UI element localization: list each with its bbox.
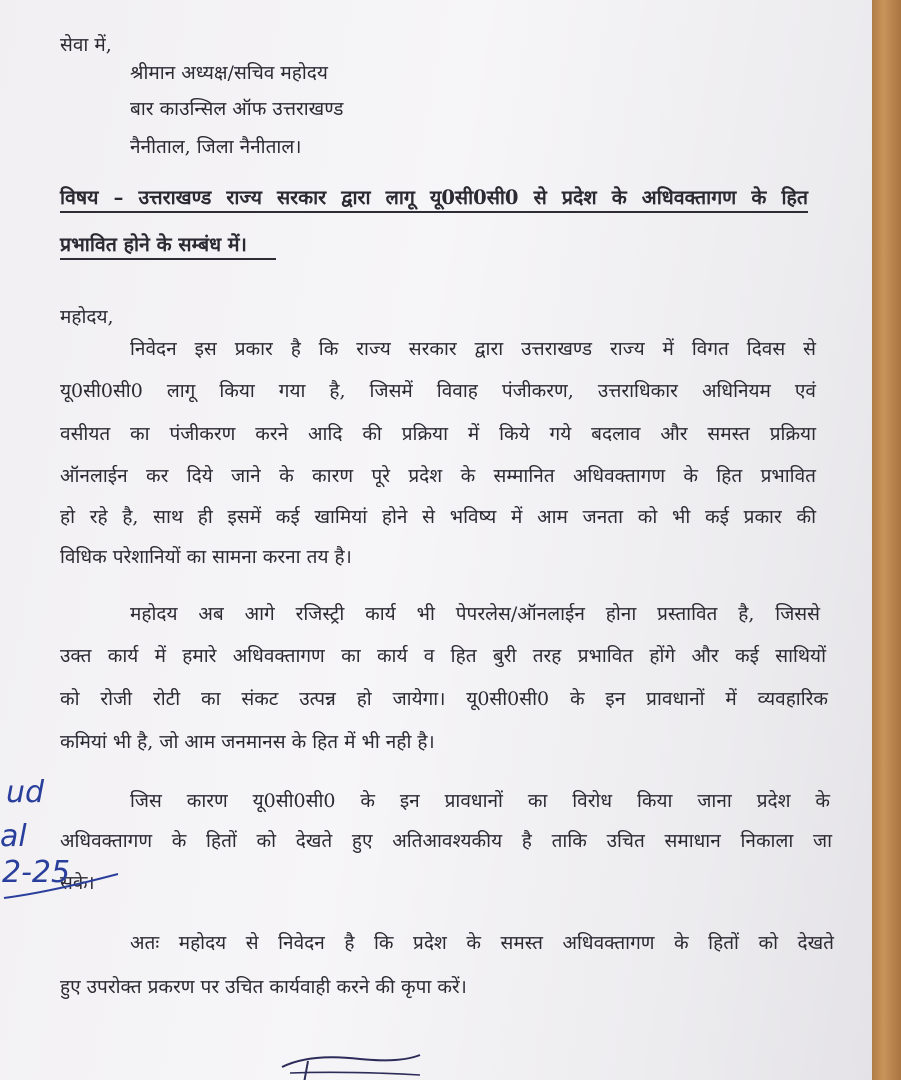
subject-underline	[60, 211, 808, 213]
paragraph-4-line-1: अतः महोदय से निवेदन है कि प्रदेश के समस्त अधिवक्तागण के हितों को देखते	[130, 932, 834, 954]
paragraph-2-line-1: महोदय अब आगे रजिस्ट्री कार्य भी पेपरलेस/ऑनलाईन होना प्रस्तावित है, जिससे	[130, 603, 820, 625]
subject-line-1: विषय – उत्तराखण्ड राज्य सरकार द्वारा लागू यू0सी0सी0 से प्रदेश के अधिवक्तागण के हित	[60, 186, 808, 209]
handwritten-margin-note	[0, 770, 130, 920]
subject-underline	[60, 258, 276, 260]
subject-line-2: प्रभावित होने के सम्बंध में।	[60, 233, 247, 256]
address-line-2: बार काउन्सिल ऑफ उत्तराखण्ड	[130, 98, 344, 120]
signature	[270, 1045, 430, 1080]
paragraph-3-line-3: सके।	[60, 872, 95, 894]
paragraph-2-line-4: कमियां भी है, जो आम जनमानस के हित में भी नही है।	[60, 731, 435, 753]
paragraph-1-line-5: हो रहे है, साथ ही इसमें कई खामियां होने से भविष्य में आम जनता को भी कई प्रकार की	[60, 506, 816, 528]
address-line-1: श्रीमान अध्यक्ष/सचिव महोदय	[130, 62, 328, 84]
paragraph-1-line-2: यू0सी0सी0 लागू किया गया है, जिसमें विवाह पंजीकरण, उत्तराधिकार अधिनियम एवं	[60, 380, 816, 402]
paragraph-3-line-2: अधिवक्तागण के हितों को देखते हुए अतिआवश्यकीय है ताकि उचित समाधान निकाला जा	[60, 830, 832, 852]
handwritten-note-line-1: ud	[6, 775, 45, 810]
paragraph-4-line-2: हुए उपरोक्त प्रकरण पर उचित कार्यवाही करने की कृपा करें।	[60, 976, 467, 998]
paragraph-1-line-1: निवेदन इस प्रकार है कि राज्य सरकार द्वारा उत्तराखण्ड राज्य में विगत दिवस से	[130, 338, 816, 360]
paragraph-1-line-3: वसीयत का पंजीकरण करने आदि की प्रक्रिया में किये गये बदलाव और समस्त प्रक्रिया	[60, 423, 816, 445]
paragraph-2-line-2: उक्त कार्य में हमारे अधिवक्तागण का कार्य व हित बुरी तरह प्रभावित होंगे और कई साथियों	[60, 645, 826, 667]
salutation: सेवा में,	[60, 34, 112, 56]
handwritten-note-line-3: 2-25	[2, 855, 71, 890]
greeting: महोदय,	[60, 306, 114, 328]
paragraph-3-line-1: जिस कारण यू0सी0सी0 के इन प्रावधानों का विरोध किया जाना प्रदेश के	[130, 790, 830, 812]
handwritten-note-line-2: al	[0, 819, 27, 854]
paragraph-2-line-3: को रोजी रोटी का संकट उत्पन्न हो जायेगा। यू0सी0सी0 के इन प्रावधानों में व्यवहारिक	[60, 688, 828, 710]
table-background	[872, 0, 901, 1080]
paragraph-1-line-6: विधिक परेशानियों का सामना करना तय है।	[60, 546, 352, 568]
address-line-3: नैनीताल, जिला नैनीताल।	[130, 136, 302, 158]
paragraph-1-line-4: ऑनलाईन कर दिये जाने के कारण पूरे प्रदेश के सम्मानित अधिवक्तागण के हित प्रभावित	[60, 465, 816, 487]
